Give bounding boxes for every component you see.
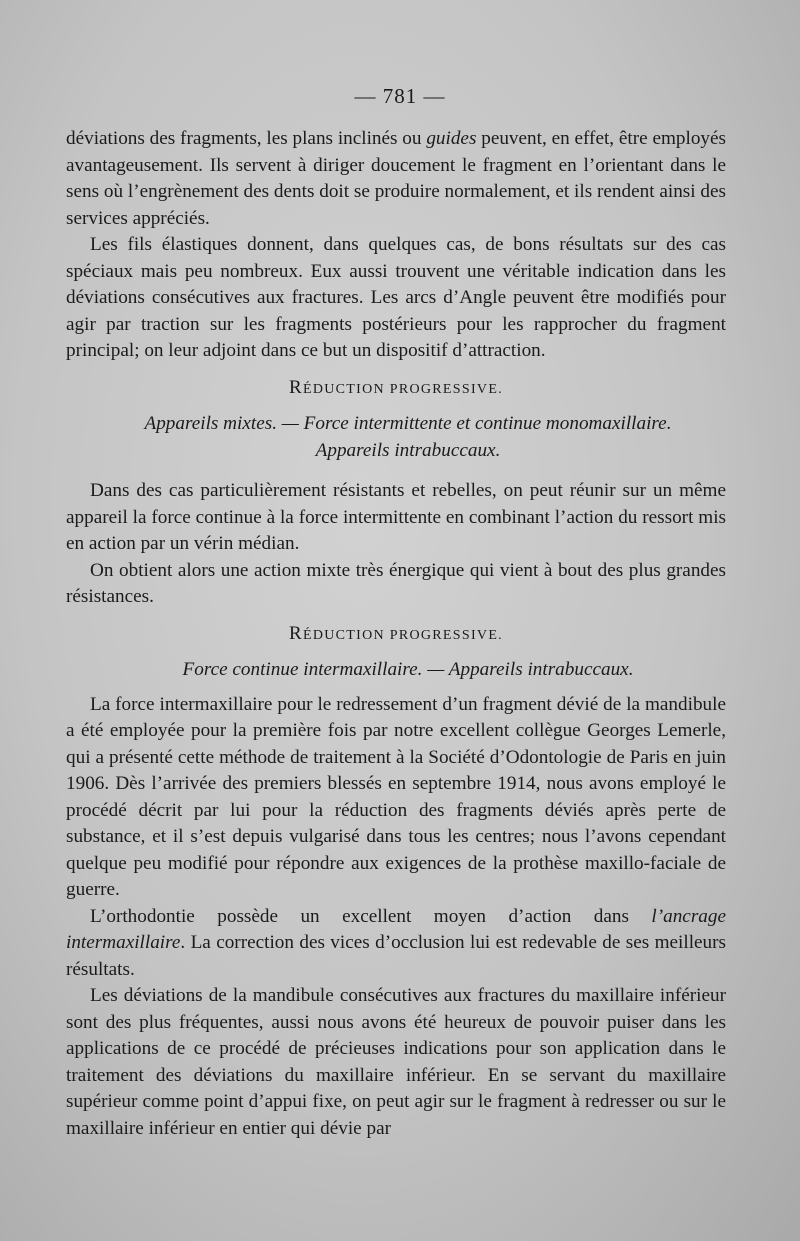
subheading: Appareils intrabuccaux. [315, 439, 501, 461]
paragraph: On obtient alors une action mixte très énergique qui vient à bout des plus grandes résistances. [66, 559, 726, 607]
paragraph: Dans des cas particulièrement résistants et rebelles, on peut réunir sur un même appareil la force continue à la force intermittente en combinant l’action du ressort mis en action par un vérin médian. [66, 480, 726, 554]
paragraph: Les fils élastiques donnent, dans quelques cas, de bons résultats sur des cas spéciaux mais peu nombreux. Eux aussi trouvent une véritable indication dans les déviations consécutives aux fractures. Les arcs d’Angle peuvent être modifiés pour agir par traction sur les fragments postérieurs pour les rapprocher du fragment principal; on leur adjoint dans ce but un dispositif d’attraction. [66, 234, 726, 361]
heading-initial: R [289, 376, 303, 398]
italic-term: guides [426, 128, 477, 149]
body-text [66, 126, 726, 1142]
spacer [66, 684, 726, 692]
heading-rest: ÉDUCTION PROGRESSIVE. [303, 381, 503, 397]
heading-initial: R [289, 622, 303, 644]
subheading: Appareils mixtes. — Force intermittente et continue monomaxillaire. [144, 413, 672, 434]
page-number: — 781 — [354, 84, 446, 108]
spacer [66, 464, 726, 478]
italic-term: l’ancrage intermaxillaire [66, 905, 726, 953]
section-heading [66, 375, 726, 404]
paragraph: La force intermaxillaire pour le redressement d’un fragment dévié de la mandibule a été employée pour la première fois par notre excellent collègue Georges Lemerle, qui a présenté cette méthode de traitement à la Société d’Odontologie de Paris en juin 1906. Dès l’arrivée des premiers blessés en septembre 1914, nous avons employé le procédé décrit par lui pour la réduction des fragments déviés après perte de substance, et il s’est depuis vulgarisé dans tous les centres; nous l’avons cependant quelque peu modifié pour répondre aux exigences de la prothèse maxillo-faciale de guerre. [66, 693, 726, 900]
paragraph: Les déviations de la mandibule consécutives aux fractures du maxillaire inférieur sont des plus fréquentes, aussi nous avons été heureux de pouvoir puiser dans les applications de ce procédé de précieuses indications pour son application dans le traitement des déviations du maxillaire inférieur. En se servant du maxillaire supérieur comme point d’appui fixe, on peut agir sur le fragment à redresser ou sur le maxillaire inférieur en entier qui dévie par [66, 985, 726, 1139]
heading-rest: ÉDUCTION PROGRESSIVE. [303, 627, 503, 643]
paragraph [66, 904, 726, 984]
subheading: Force continue intermaxillaire. — Appareils intrabuccaux. [182, 659, 634, 680]
section-heading [66, 621, 726, 650]
paragraph: déviations des fragments, les plans inclinés ou guides peuvent, en effet, être employés avantageusement. Ils servent à diriger doucement le fragment en l’orientant dans le sens où l’engrènement des dents doit se produire normalement, et ils rendent ainsi des services appréciés. [66, 128, 726, 229]
text-run: . La correction des vices d’occlusion lui est redevable de ses meilleurs résultats. [66, 932, 726, 980]
text-run: L’orthodontie possède un excellent moyen d’action dans [90, 905, 652, 927]
